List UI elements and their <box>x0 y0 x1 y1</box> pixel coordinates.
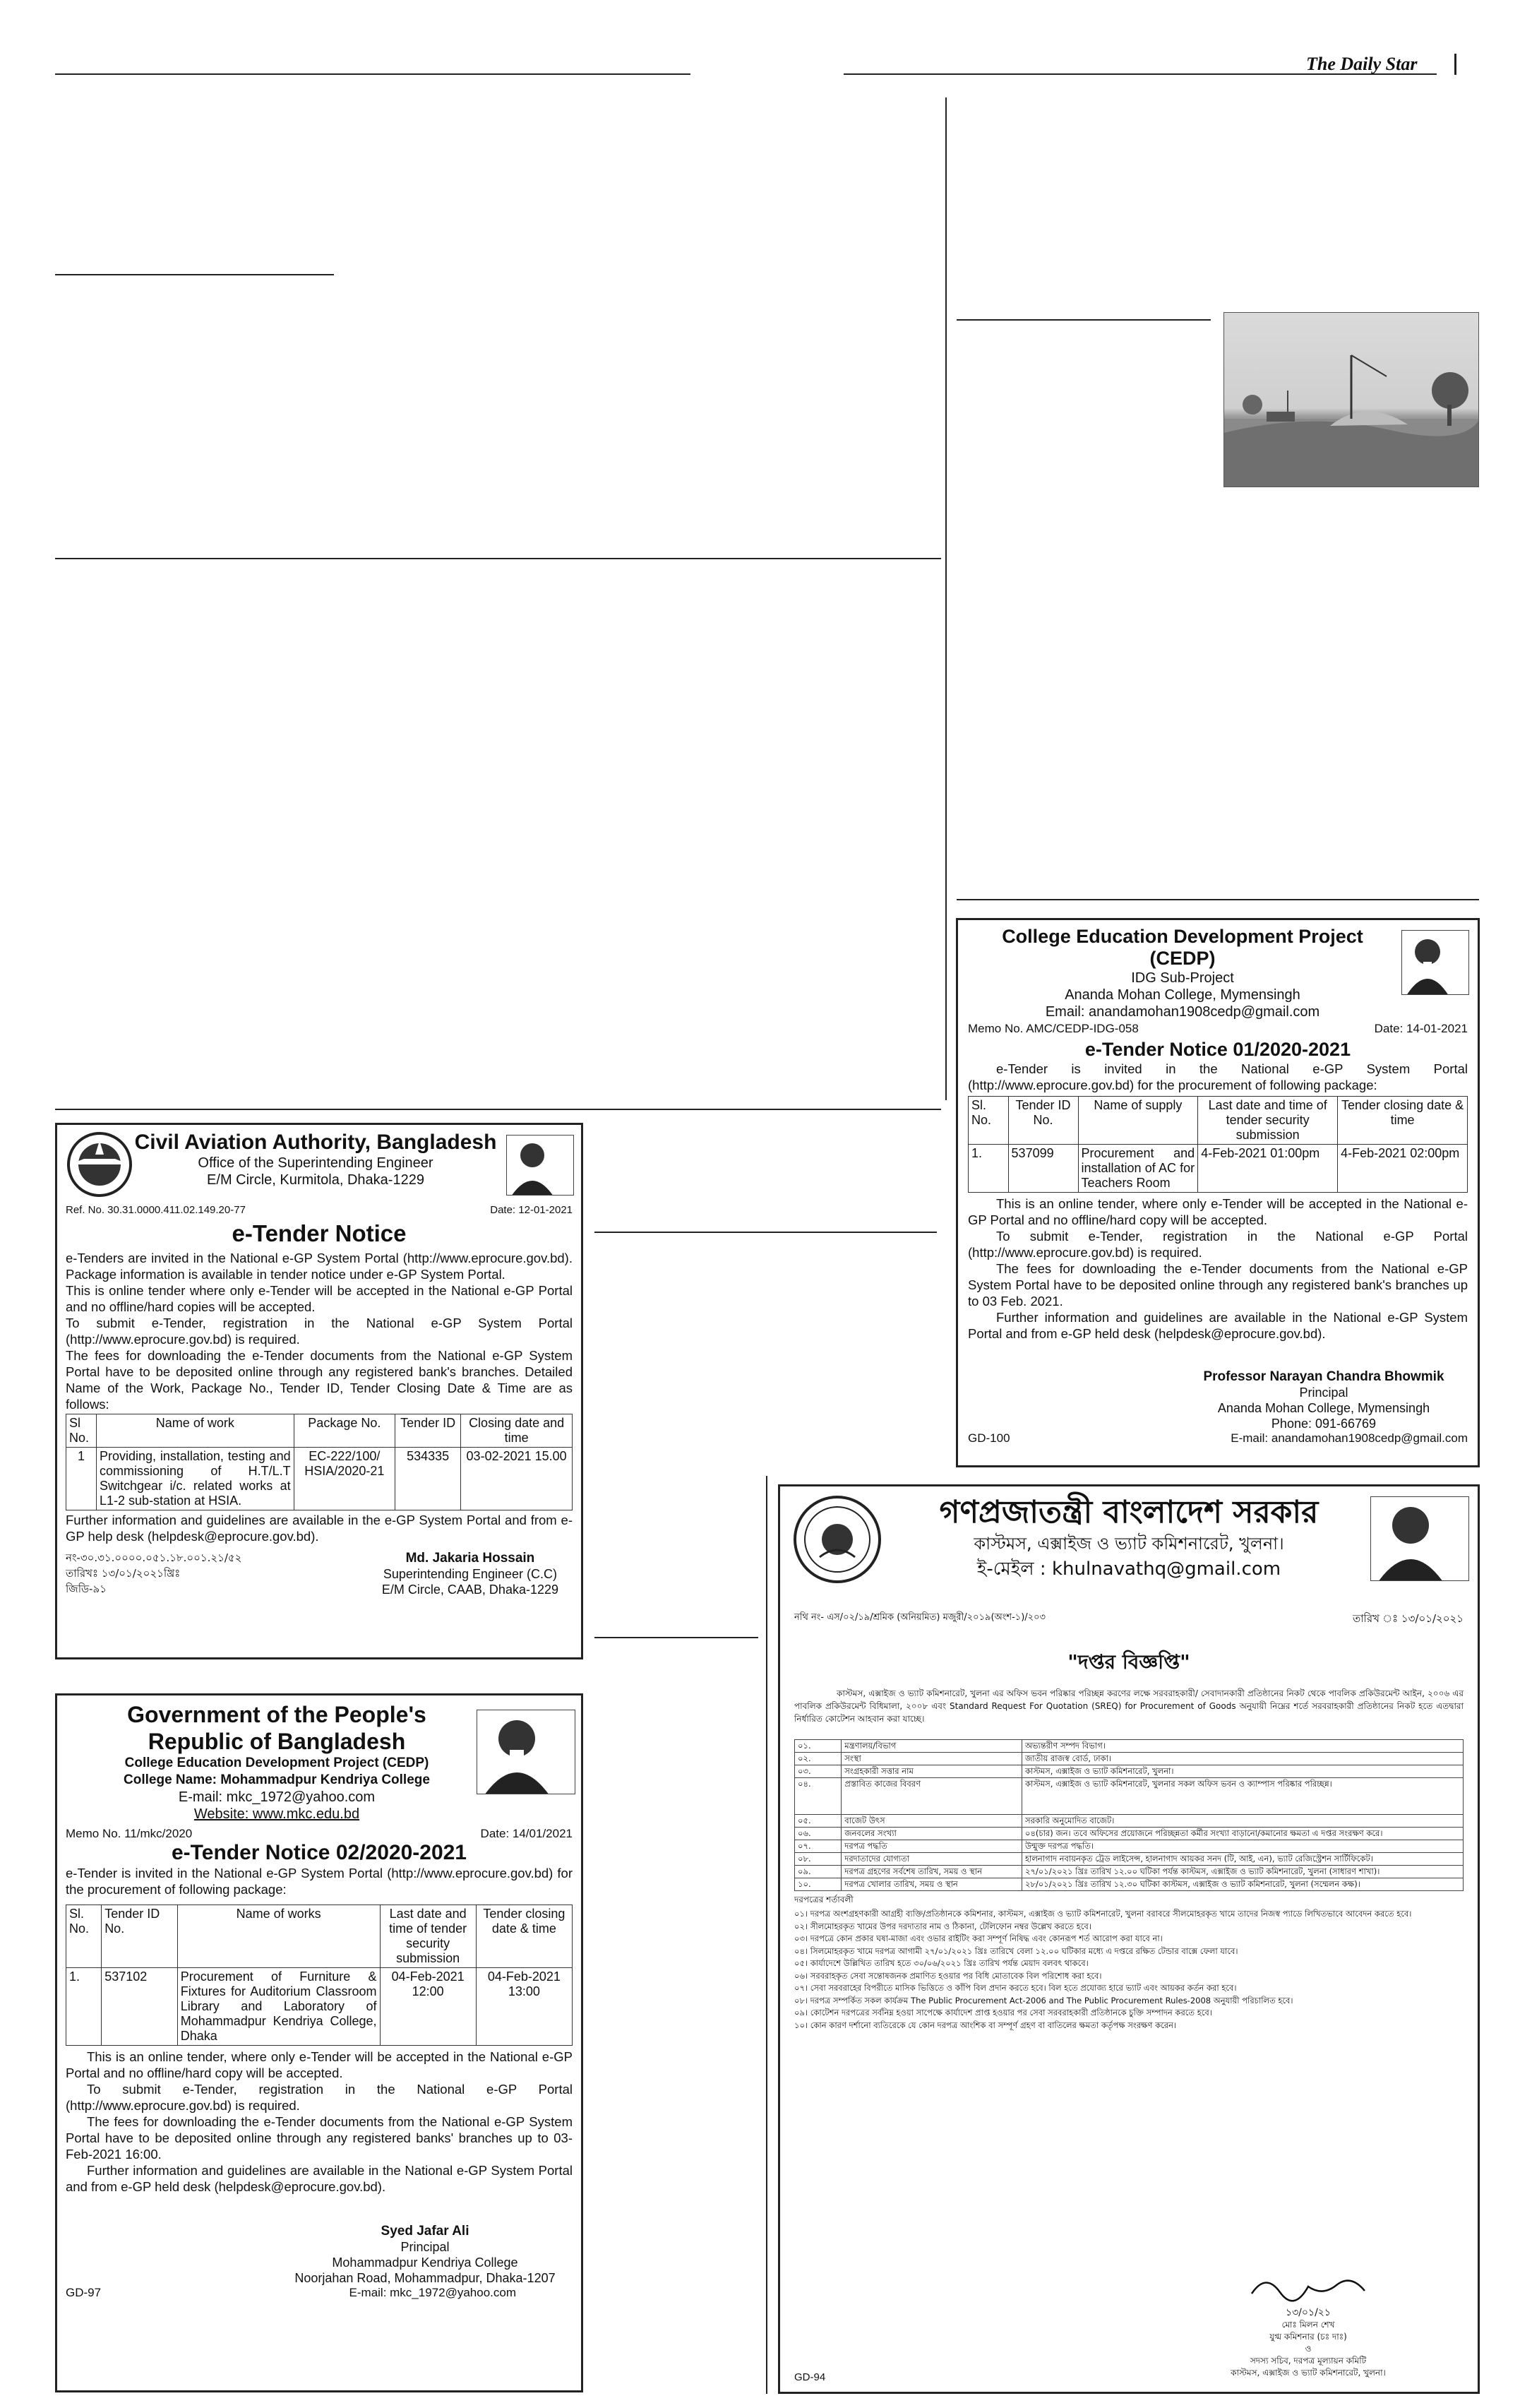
table-cell: 1 <box>66 1448 97 1510</box>
table-cell: ০১. <box>795 1740 842 1753</box>
construction-scene-icon <box>1224 313 1479 487</box>
table-row <box>795 1853 1464 1866</box>
list-item: ০২। সীলমোহরকৃত খামের উপর দরদাতার নাম ও ঠিকানা, টেলিফোন নম্বর উল্লেখ করতে হবে। <box>794 1921 1091 1931</box>
signature-block <box>382 1550 558 1597</box>
para-4: Further information and guidelines are available in the National e-GP System Portal and from e-GP held desk (helpdesk@eprocure.gov.bd). <box>66 2163 573 2194</box>
sig-date: ১৩/০১/২১ <box>1286 2307 1331 2318</box>
list-item: ০৪। সিলমোহরকৃত খামে দরপত্র আগামী ২৭/০১/২০২১ খ্রিঃ তারিখে বেলা ১২.০০ ঘটিকার মধ্যে এ দপ্তরে রক্ষিত টেন্ডার বাক্সে ফেলা যাবে। <box>794 1945 1238 1956</box>
short-rule-1 <box>55 274 334 275</box>
caab-logo-icon <box>66 1131 133 1198</box>
para-3: To submit e-Tender, registration in the National e-GP System Portal (http://www.eprocure.gov.bd) is required. <box>66 1316 573 1347</box>
section-rule-right <box>957 899 1479 900</box>
list-item: ০৯। কোটেশন দরপত্রের সর্বনিম্ন হওয়া সাপেক্ষে কার্যাদেশ প্রাপ্ত হওয়ার পর সেবা সরবরাহকারী প্রতিষ্ঠানকে চুক্তি সম্পাদন করতে হবে। <box>794 2008 1212 2017</box>
table-cell: দরপত্র গ্রহণের সর্বশেষ তারিখ, সময় ও স্থান <box>842 1866 1022 1878</box>
table-cell: 534335 <box>395 1448 461 1510</box>
table-cell: Procurement and installation of AC for Teachers Room <box>1078 1145 1198 1193</box>
list-item: ০৬। সরবরাহকৃত সেবা সন্তোষজনক প্রমাণিত হওয়ার পর বিধি মোতাবেক বিল পরিশোধ করা হবে। <box>794 1970 1102 1981</box>
notice-intro: e-Tender is invited in the National e-GP System Portal (http://www.eprocure.gov.bd) for the procurement of following package: <box>66 1866 573 1897</box>
table-cell: ১০. <box>795 1878 842 1891</box>
table-header: Sl No. <box>66 1414 97 1448</box>
list-item: ০৮। দরপত্র সম্পর্কিত সকল কার্যক্রম The Public Procurement Act-2006 and The Public Procurement Rules-2008 অনুযায়ী পরিচালিত হবে। <box>794 1995 1293 2005</box>
top-rule-left <box>55 73 690 75</box>
ref-date: Date: 12-01-2021 <box>490 1204 573 1216</box>
short-rule-photo <box>957 319 1211 321</box>
memo-date: তারিখ ঃ ১৩/০১/২০২১ <box>1352 1612 1464 1625</box>
sig-org-1: সদস্য সচিব, দরপত্র মূল্যায়ন কমিটি <box>1250 2356 1367 2366</box>
para-1: This is an online tender, where only e-Tender will be accepted in the National e-GP Portal and no offline/hard copy will be accepted. <box>66 2049 573 2080</box>
memo-date: Date: 14-01-2021 <box>1374 1022 1468 1035</box>
terms-list <box>794 1908 1464 2032</box>
table-header: Last date and time of tender security submission <box>380 1905 476 1968</box>
ad-title: Civil Aviation Authority, Bangladesh <box>134 1131 497 1154</box>
cedp-ananda-mohan-ad <box>956 918 1480 1467</box>
sig-role: ও <box>1305 2344 1312 2354</box>
mkc-tender-ad <box>55 1693 583 2392</box>
table-cell: ০৩. <box>795 1765 842 1778</box>
ad-title: College Education Development Project (CEDP) <box>1002 926 1363 969</box>
table-header: Tender ID <box>395 1414 461 1448</box>
bd-emblem-icon <box>791 1494 883 1585</box>
table-cell: ০৬. <box>795 1828 842 1840</box>
sig-name: Syed Jafar Ali <box>381 2224 469 2239</box>
news-photo <box>1223 312 1479 487</box>
table-cell: মন্ত্রণালয়/বিভাগ <box>842 1740 1022 1753</box>
table-row <box>795 1765 1464 1778</box>
table-cell: EC-222/100/ HSIA/2020-21 <box>294 1448 395 1510</box>
table-cell: ২৭/০১/২০২১ খ্রিঃ তারিখ ১২.০০ ঘটিকা পর্যন্ত কাস্টমস, এক্সাইজ ও ভ্যাট কমিশনারেট, খুলনা (সাধারণ শাখা)। <box>1022 1866 1463 1878</box>
para-2: To submit e-Tender, registration in the National e-GP Portal (http://www.eprocure.gov.bd) is required. <box>968 1229 1468 1260</box>
masthead: The Daily Star <box>1306 54 1418 74</box>
table-cell: 4-Feb-2021 01:00pm <box>1198 1145 1338 1193</box>
memo-no: Memo No. AMC/CEDP-IDG-058 <box>968 1022 1139 1035</box>
table-cell: সংগ্রহকারী সত্তার নাম <box>842 1765 1022 1778</box>
sig-phone: Phone: 091-66769 <box>1271 1417 1377 1431</box>
table-header: Closing date and time <box>461 1414 573 1448</box>
short-rule-mid2 <box>594 1637 758 1638</box>
list-item: ০১। দরপত্র অংশগ্রহণকারী আগ্রহী ব্যক্তি/প্রতিষ্ঠানকে কমিশনার, কাস্টমস, এক্সাইজ ও ভ্যাট কমিশনারেট, খুলনা বরাবরে সীলমোহরকৃত খামে তাদের নিজস্ব প্যাডে লিখিতভাবে আবেদন করতে হবে। <box>794 1909 1412 1919</box>
signature-block <box>277 2223 573 2286</box>
tender-table <box>968 1096 1468 1193</box>
table-cell: 537102 <box>102 1968 178 2046</box>
ad-subtitle-1: College Education Development Project (CEDP) <box>124 1756 429 1770</box>
table-cell: বাজেট উৎস <box>842 1815 1022 1828</box>
table-cell: 537099 <box>1008 1145 1078 1193</box>
para-4: Further information and guidelines are available in the National e-GP System Portal and from e-GP held desk (helpdesk@eprocure.gov.bd). <box>968 1310 1468 1341</box>
table-header: Tender closing date & time <box>476 1905 572 1968</box>
table-cell: 1. <box>969 1145 1009 1193</box>
table-cell: 1. <box>66 1968 102 2046</box>
sig-title: Superintending Engineer (C.C) <box>383 1567 558 1581</box>
table-cell: Providing, installation, testing and commissioning of H.T/L.T Switchgear i/c. related works at L1-2 sub-station at HSIA. <box>97 1448 294 1510</box>
table-row <box>795 1753 1464 1765</box>
sig-org: E/M Circle, CAAB, Dhaka-1229 <box>381 1583 558 1597</box>
para-5: Further information and guidelines are available in the e-GP System Portal and from e-GP help desk (helpdesk@eprocure.gov.bd). <box>66 1513 573 1544</box>
table-row <box>795 1866 1464 1878</box>
table-cell: জাতীয় রাজস্ব বোর্ড, ঢাকা। <box>1022 1753 1463 1765</box>
ad-title-2: Republic of Bangladesh <box>148 1729 406 1754</box>
table-row <box>66 1968 573 2046</box>
table-cell: Procurement of Furniture & Fixtures for Auditorium Classroom Library and Laboratory of Mohammadpur Kendriya College, Dhaka <box>177 1968 380 2046</box>
gd-number: GD-94 <box>794 2371 826 2383</box>
table-cell: ০৯. <box>795 1866 842 1878</box>
table-header: Tender closing date & time <box>1338 1097 1468 1145</box>
table-row <box>969 1145 1468 1193</box>
table-cell: সংস্থা <box>842 1753 1022 1765</box>
table-row <box>795 1815 1464 1828</box>
gd-number: GD-100 <box>968 1431 1010 1445</box>
date-bn: তারিখঃ ১৩/০১/২০২১খ্রিঃ <box>66 1567 181 1580</box>
ad-title: গণপ্রজাতন্ত্রী বাংলাদেশ সরকার <box>939 1494 1319 1530</box>
table-cell: ০২. <box>795 1753 842 1765</box>
table-cell: হালনাগাদ নবায়নকৃত ট্রেড লাইসেন্স, হালনাগাদ আয়কর সনদ (টি, আই, এন), ভ্যাট রেজিস্ট্রেশন সার্টিফিকেট। <box>1022 1853 1463 1866</box>
table-row <box>795 1840 1464 1853</box>
ad-subtitle-2: College Name: Mohammadpur Kendriya College <box>124 1772 430 1787</box>
table-cell: 03-02-2021 15.00 <box>461 1448 573 1510</box>
masthead-bar <box>1454 54 1456 75</box>
notice-title: e-Tender Notice 02/2020-2021 <box>172 1841 467 1864</box>
portrait-icon <box>1370 1496 1469 1581</box>
col-divider-lower <box>766 1476 767 2394</box>
para-1: e-Tenders are invited in the National e-GP System Portal (http://www.eprocure.gov.bd). Package information is available in tender notice under e-GP System Portal. <box>66 1251 573 1282</box>
memo-date: Date: 14/01/2021 <box>480 1827 573 1840</box>
table-cell: ০৭. <box>795 1840 842 1853</box>
portrait-icon <box>477 1710 575 1794</box>
table-header: Sl. No. <box>969 1097 1009 1145</box>
customs-khulna-ad <box>778 1484 1480 2394</box>
table-cell: কাস্টমস, এক্সাইজ ও ভ্যাট কমিশনারেট, খুলনার সকল অফিস ভবন ও ক্যাম্পাস পরিষ্কার পরিচ্ছন্ন। <box>1022 1778 1463 1815</box>
sig-name: Professor Narayan Chandra Bhowmik <box>1203 1369 1444 1384</box>
table-header: Tender ID No. <box>1008 1097 1078 1145</box>
table-cell: ০৮. <box>795 1853 842 1866</box>
tender-table <box>66 1905 573 2046</box>
table-cell: জনবলের সংখ্যা <box>842 1828 1022 1840</box>
table-row <box>795 1878 1464 1891</box>
ad-subtitle-2: E/M Circle, Kurmitola, Dhaka-1229 <box>207 1172 424 1188</box>
ad-email: ই-মেইল : khulnavathq@gmail.com <box>976 1558 1281 1580</box>
section-rule-left <box>55 558 941 559</box>
table-header: Name of works <box>177 1905 380 1968</box>
table-cell: উন্মুক্ত দরপত্র পদ্ধতি। <box>1022 1840 1463 1853</box>
table-cell: 04-Feb-2021 13:00 <box>476 1968 572 2046</box>
table-cell: দরপত্র খোলার তারিখ, সময় ও স্থান <box>842 1878 1022 1891</box>
table-cell: অভ্যন্তরীণ সম্পদ বিভাগ। <box>1022 1740 1463 1753</box>
col-divider-vertical <box>945 97 947 1100</box>
table-cell: ০৫. <box>795 1815 842 1828</box>
table-cell: দরপত্র পদ্ধতি <box>842 1840 1022 1853</box>
para-2: To submit e-Tender, registration in the National e-GP Portal (http://www.eprocure.gov.bd) is required. <box>66 2082 573 2113</box>
notice-title: e-Tender Notice <box>232 1220 407 1246</box>
table-row <box>795 1828 1464 1840</box>
table-header: Tender ID No. <box>102 1905 178 1968</box>
gd-number: GD-97 <box>66 2286 102 2299</box>
ad-subtitle-1: Office of the Superintending Engineer <box>198 1155 433 1171</box>
table-header: Name of supply <box>1078 1097 1198 1145</box>
table-cell: ০৪(চার) জন। তবে অফিসের প্রয়োজনে পরিচ্ছন্নতা কর্মীর সংখ্যা বাড়ানো/কমানোর ক্ষমতা এ দপ্তর সংরক্ষণ করে। <box>1022 1828 1463 1840</box>
table-header: Name of work <box>97 1414 294 1448</box>
list-item: ০৭। সেবা সরবরাহের বিপরীতে মাসিক ভিত্তিতে ও কাঁপি বিল প্রদান করতে হবে। বিল হতে প্রযোজ্য হারে ভ্যাট এবং আয়কর কর্তন করা হবে। <box>794 1983 1237 1993</box>
notice-intro: e-Tender is invited in the National e-GP System Portal (http://www.eprocure.gov.bd) for the procurement of following package: <box>968 1061 1468 1092</box>
table-row <box>795 1740 1464 1753</box>
sig-name: Md. Jakaria Hossain <box>405 1551 535 1566</box>
ad-email: E-mail: mkc_1972@yahoo.com <box>178 1789 376 1805</box>
sig-org-2: কাস্টমস, এক্সাইজ ও ভ্যাট কমিশনারেট, খুলনা। <box>1231 2368 1386 2378</box>
short-rule-mid1 <box>594 1232 937 1233</box>
ad-subtitle-2: Ananda Mohan College, Mymensingh <box>1065 987 1300 1003</box>
ad-title-1: Government of the People's <box>127 1702 426 1727</box>
table-header: Last date and time of tender security submission <box>1198 1097 1338 1145</box>
sig-name: মোঃ মিলন শেখ <box>1281 2320 1335 2330</box>
section-rule-mid <box>55 1109 941 1110</box>
para-2: This is online tender where only e-Tender will be accepted in the National e-GP Portal and no offline/hard copies will be accepted. <box>66 1283 573 1314</box>
table-cell: 4-Feb-2021 02:00pm <box>1338 1145 1468 1193</box>
memo-no: নথি নং- এস/০২/১৯/শ্রমিক (অনিয়মিত) মজুরী/২০১৯(অংশ-১)/২০৩ <box>794 1612 1046 1623</box>
table-row <box>66 1448 573 1510</box>
sig-email: E-mail: mkc_1972@yahoo.com <box>349 2286 516 2299</box>
table-cell: দরদাতাদের যোগ্যতা <box>842 1853 1022 1866</box>
tender-table <box>66 1414 573 1510</box>
para-4: The fees for downloading the e-Tender documents from the National e-GP System Portal have to be deposited online through any registered bank's branches. Detailed Name of the Work, Package No., Tender ID, Tender Closing Date & Time are as follows: <box>66 1348 573 1412</box>
caab-tender-ad <box>55 1123 583 1659</box>
list-item: ১০। কোন কারণ দর্শানো ব্যতিরেকে যে কোন দরপত্র আংশিক বা সম্পূর্ণ গ্রহণ বা বাতিলের ক্ষমতা কর্তৃপক্ষ সংরক্ষণ করেন। <box>794 2020 1177 2030</box>
signature-scribble-icon <box>1245 2272 1372 2303</box>
sig-email: E-mail: anandamohan1908cedp@gmail.com <box>1231 1431 1468 1445</box>
notice-title: e-Tender Notice 01/2020-2021 <box>1084 1039 1351 1060</box>
table-cell: সরকারি অনুমোদিত বাজেট। <box>1022 1815 1463 1828</box>
ad-subtitle-1: IDG Sub-Project <box>1131 970 1234 986</box>
memo-no: Memo No. 11/mkc/2020 <box>66 1827 193 1840</box>
table-header: Package No. <box>294 1414 395 1448</box>
gd-bn: জিডি-৯১ <box>66 1583 107 1595</box>
table-cell: 04-Feb-2021 12:00 <box>380 1968 476 2046</box>
signature-block <box>1180 1369 1468 1431</box>
ad-subtitle: কাস্টমস, এক্সাইজ ও ভ্যাট কমিশনারেট, খুলনা। <box>974 1534 1284 1554</box>
sig-title: Principal <box>1299 1385 1348 1400</box>
ref-no: Ref. No. 30.31.0000.411.02.149.20-77 <box>66 1204 246 1216</box>
table-row <box>795 1778 1464 1815</box>
table-cell: ২৮/০১/২০২১ খ্রিঃ তারিখ ১২.৩০ ঘটিকা কাস্টমস, এক্সাইজ ও ভ্যাট কমিশনারেট, খুলনা (সম্মেলন কক্ষ)। <box>1022 1878 1463 1891</box>
table-header: Sl. No. <box>66 1905 102 1968</box>
para-3: The fees for downloading the e-Tender documents from the National e-GP System Portal have to be deposited online through any registered banks' branches up to 03-Feb-2021 16:00. <box>66 2114 573 2162</box>
sig-org-2: Noorjahan Road, Mohammadpur, Dhaka-1207 <box>294 2271 556 2285</box>
sig-org: Ananda Mohan College, Mymensingh <box>1217 1401 1430 1415</box>
notice-intro: কাস্টমস, এক্সাইজ ও ভ্যাট কমিশনারেট, খুলনা এর অফিস ভবন পরিষ্কার পরিচ্ছন্ন করণের লক্ষে সরবরাহকারী/ সেবাদানকারী প্রতিষ্ঠানের নিকট থেকে পাবলিক প্রকিউরমেন্ট আইন, ২০০৬ এর পাবলিক প্রকিউরমেন্ট বিধিমালা, ২০০৮ এবং Standard Request For Quotation (SREQ) for Procurement of Goods অনুযায়ী নিম্নের শর্তে সরবরাহকারী প্রতিষ্ঠানের নিকট হতে এতদ্বারা নির্ধারিত কোটেশন আহবান করা যাচ্ছে। <box>794 1688 1464 1724</box>
para-1: This is an online tender, where only e-Tender will be accepted in the National e-GP Portal and no offline/hard copy will be accepted. <box>968 1196 1468 1227</box>
ad-website[interactable]: Website: www.mkc.edu.bd <box>193 1806 360 1822</box>
para-3: The fees for downloading the e-Tender documents from the National e-GP System Portal have to be deposited online through any registered bank's branches up to 03 Feb. 2021. <box>968 1261 1468 1309</box>
terms-title: দরপত্রের শর্তাবলী <box>794 1895 854 1905</box>
table-cell: ০৪. <box>795 1778 842 1815</box>
portrait-icon <box>1401 930 1469 995</box>
list-item: ০৫। কার্যাদেশে উল্লিখিত তারিখ হতে ৩০/০৬/২০২১ খ্রিঃ তারিখ পর্যন্ত মেয়াদ বলবৎ থাকবে। <box>794 1958 1089 1968</box>
info-table <box>794 1739 1464 1891</box>
notice-title: "দপ্তর বিজ্ঞপ্তি" <box>1067 1650 1190 1674</box>
ad-email: Email: anandamohan1908cedp@gmail.com <box>1045 1004 1320 1020</box>
sig-title: Principal <box>400 2240 450 2254</box>
table-cell: প্রস্তাবিত কাজের বিবরণ <box>842 1778 1022 1815</box>
sig-title: যুগ্ম কমিশনার (চঃ দাঃ) <box>1269 2332 1347 2342</box>
table-cell: কাস্টমস, এক্সাইজ ও ভ্যাট কমিশনারেট, খুলনা। <box>1022 1765 1463 1778</box>
signature-block <box>1181 2272 1435 2379</box>
sig-org-1: Mohammadpur Kendriya College <box>332 2255 518 2270</box>
portrait-icon <box>506 1135 574 1196</box>
list-item: ০৩। দরপত্রে কোন প্রকার ঘষা-মাজা এবং ওভার রাইটিং করা সম্পূর্ণ নিষিদ্ধ এবং কোনরূপ শর্ত আরোপ করা যাবে না। <box>794 1933 1163 1943</box>
memo-bn: নং-৩০.৩১.০০০০.০৫১.১৮.০০১.২১/৫২ <box>66 1551 242 1564</box>
